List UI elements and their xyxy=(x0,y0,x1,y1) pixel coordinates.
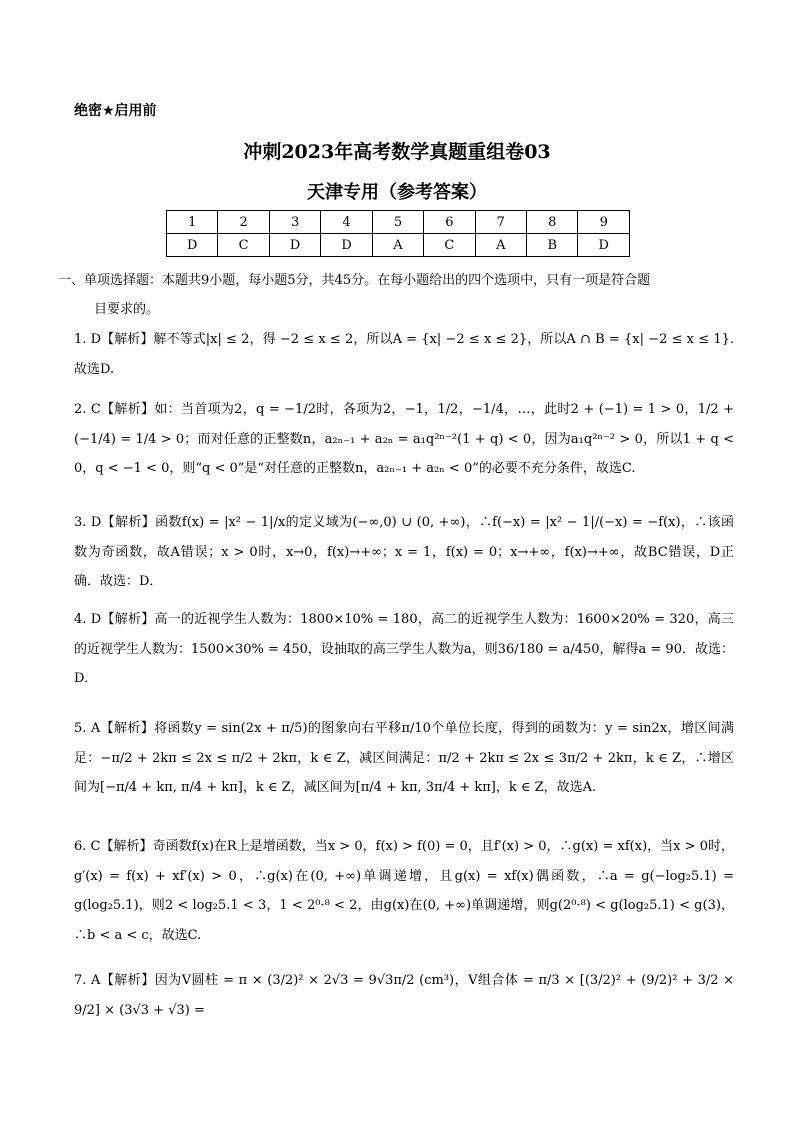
question-number: 3 xyxy=(269,211,320,234)
section-heading-line: 目要求的。 xyxy=(94,302,160,317)
answer-letter: D xyxy=(578,234,630,257)
section-heading xyxy=(58,266,734,324)
answer-table-number-row xyxy=(167,211,630,234)
solution-item-5: 5. A【解析】将函数y = sin(2x + π/5)的图象向右平移π/10个单位长度，得到的函数为：y = sin2x，增区间满足：−π/2 + 2kπ ≤ 2x ≤ π/2 + 2kπ，k ∈ Z，减区间满足：π/2 + 2kπ ≤ 2x ≤ 3π/2 + 2kπ，k ∈ Z，∴增区间为[−π/4 + kπ, π/4 + kπ]，k ∈ Z，减区间为[π/4 + kπ, 3π/4 + kπ]，k ∈ Z，故选A. xyxy=(74,721,734,795)
page-subtitle: 天津专用（参考答案） xyxy=(307,182,487,203)
answer-letter: A xyxy=(372,234,423,257)
answer-table-answer-row xyxy=(167,234,630,257)
page-title: 冲刺2023年高考数学真题重组卷03 xyxy=(243,141,551,163)
answer-table xyxy=(166,210,630,257)
question-number: 7 xyxy=(475,211,526,234)
question-number: 6 xyxy=(424,211,475,234)
solution-item-3: 3. D【解析】函数f(x) = |x² − 1|/x的定义域为(−∞,0) ∪ (0, +∞)，∴f(−x) = |x² − 1|/(−x) = −f(x)，∴该函数为奇函数，故A错误；x > 0时，x→0，f(x)→+∞；x = 1，f(x) = 0；x→+∞，f(x)→+∞，故BC错误，D正确．故选：D． xyxy=(74,515,734,589)
classification-label: 绝密★启用前 xyxy=(74,103,157,119)
answer-letter: D xyxy=(269,234,320,257)
answer-letter: B xyxy=(527,234,578,257)
solution-item-4: 4. D【解析】高一的近视学生人数为：1800×10% = 180，高二的近视学生人数为：1600×20% = 320，高三的近视学生人数为：1500×30% = 450，设抽取的高三学生人数为a，则36/180 = a/450，解得a = 90．故选：D． xyxy=(74,612,734,686)
answer-letter: A xyxy=(475,234,526,257)
question-number: 4 xyxy=(321,211,372,234)
solution-item-1: 1. D【解析】解不等式|x| ≤ 2，得 −2 ≤ x ≤ 2，所以A = {x| −2 ≤ x ≤ 2}，所以A ∩ B = {x| −2 ≤ x ≤ 1}.故选D. xyxy=(74,332,734,377)
question-number: 8 xyxy=(527,211,578,234)
solution-item-6: 6. C【解析】奇函数f(x)在R上是增函数，当x > 0，f(x) > f(0) = 0，且f′(x) > 0，∴g(x) = xf(x)，当x > 0时，g′(x) = f(x) + xf′(x) > 0，∴g(x)在(0, +∞)单调递增，且g(x) = xf(x)偶函数，∴a = g(−log₂5.1) = g(log₂5.1)，则2 < log₂5.1 < 3，1 < 2⁰·⁸ < 2，由g(x)在(0, +∞)单调递增，则g(2⁰·⁸) < g(log₂5.1) < g(3)，∴b < a < c，故选C. xyxy=(74,839,734,943)
solution-item-7: 7. A【解析】因为V圆柱 = π × (3/2)² × 2√3 = 9√3π/2 (cm³)，V组合体 = π/3 × [(3/2)² + (9/2)² + 3/2 × 9/2] × (3√3 + √3) = xyxy=(74,973,734,1018)
question-number: 9 xyxy=(578,211,630,234)
question-number: 2 xyxy=(218,211,269,234)
question-number: 1 xyxy=(167,211,218,234)
answer-letter: D xyxy=(321,234,372,257)
question-number: 5 xyxy=(372,211,423,234)
solution-item-2: 2. C【解析】如：当首项为2，q = −1/2时，各项为2，−1，1/2，−1/4，…，此时2 + (−1) = 1 > 0，1/2 + (−1/4) = 1/4 > 0；而对任意的正整数n，a₂ₙ₋₁ + a₂ₙ = a₁q²ⁿ⁻²(1 + q) < 0，因为a₁q²ⁿ⁻² > 0，所以1 + q < 0，q < −1 < 0，则“q < 0”是“对任意的正整数n，a₂ₙ₋₁ + a₂ₙ < 0”的必要不充分条件，故选C. xyxy=(74,402,734,476)
answer-letter: C xyxy=(218,234,269,257)
section-heading-line: 一、单项选择题：本题共9小题，每小题5分，共45分。在每小题给出的四个选项中，只有一项是符合题 xyxy=(58,273,651,288)
answer-letter: D xyxy=(167,234,218,257)
answer-letter: C xyxy=(424,234,475,257)
